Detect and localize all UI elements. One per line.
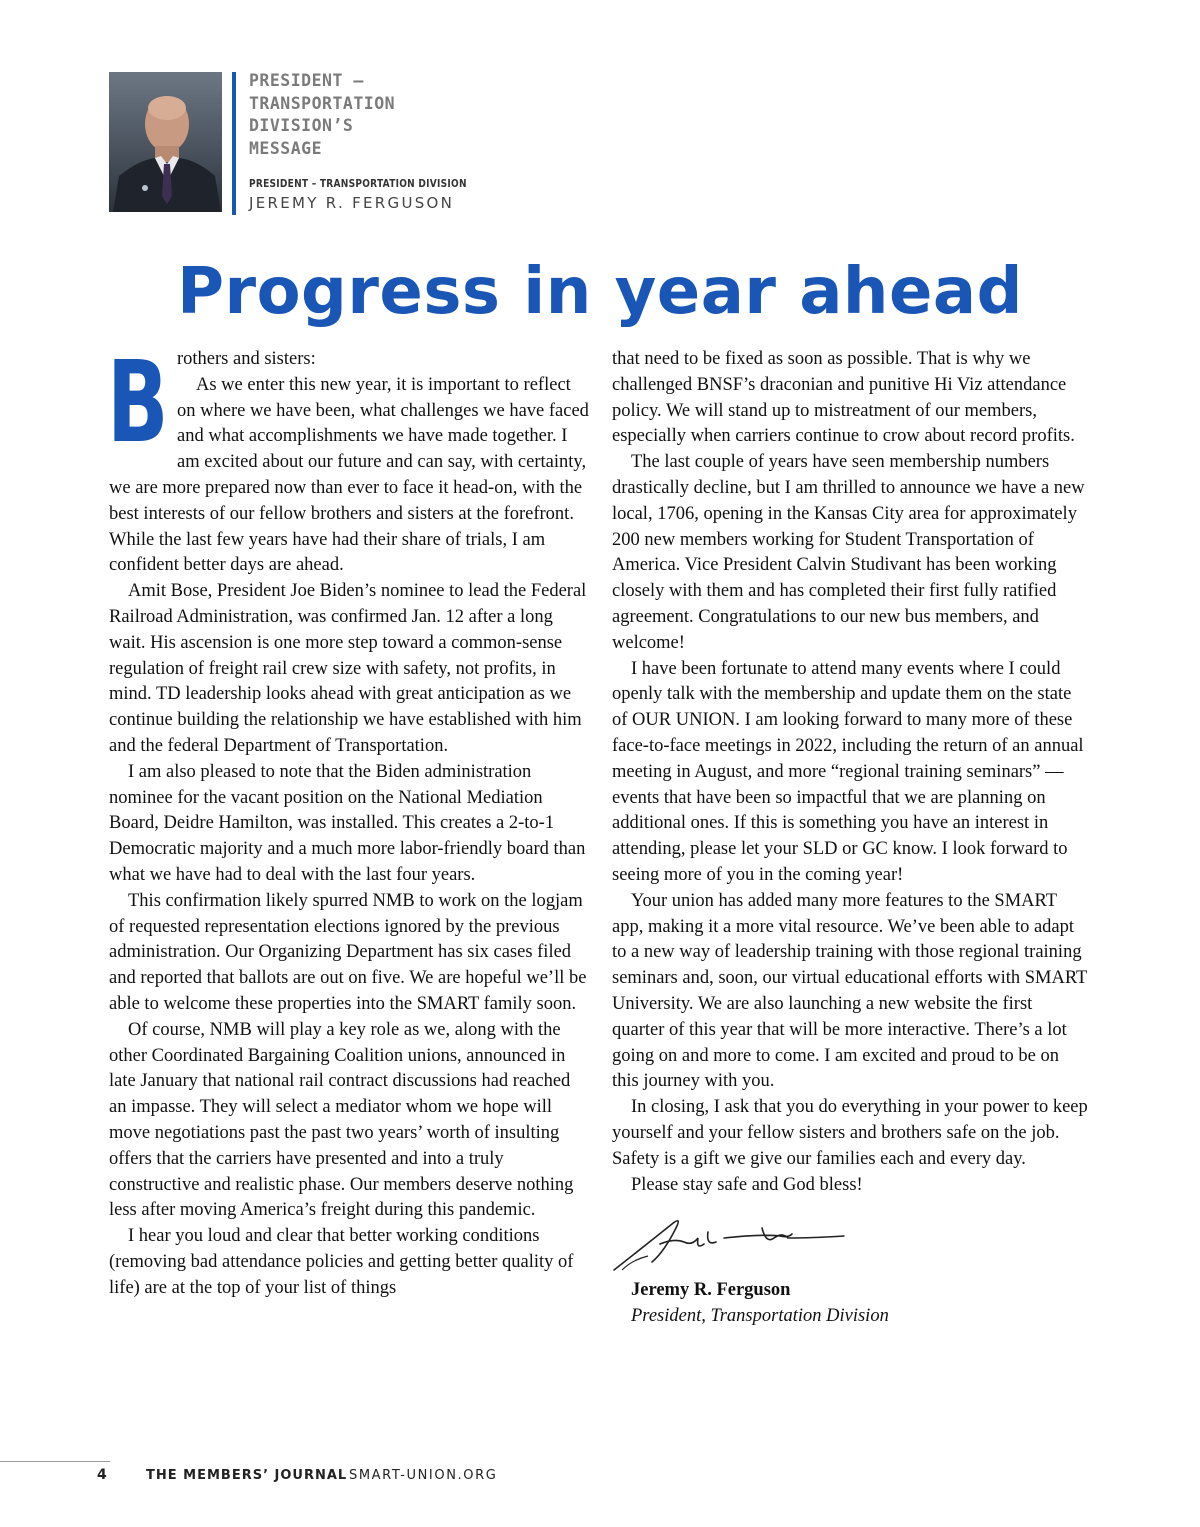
author-name: JEREMY R. FERGUSON (249, 194, 455, 212)
signoff-title: President, Transportation Division (631, 1306, 889, 1327)
author-photo (109, 72, 222, 212)
drop-cap: B (107, 338, 169, 468)
website-url: SMART-UNION.ORG (349, 1468, 498, 1483)
footer-rule (0, 1461, 110, 1462)
paragraph: In closing, I ask that you do everything in your power to keep yourself and your fellow sisters and brothers safe on the job. Safety is a gift we give our families each and every day. (612, 1097, 1088, 1169)
signoff-name: Jeremy R. Ferguson (631, 1280, 791, 1301)
headline: Progress in year ahead (177, 255, 1023, 329)
paragraph: I have been fortunate to attend many events where I could openly talk with the membership and update them on the state of OUR UNION. I am looking forward to many more of these face-to-face meetings in 2022, including the return of an annual meeting in August, and more “regional training seminars” — events that have been so impactful that we are planning on additional ones. If this is something you have an interest in attending, please let your SLD or GC know. I look forward to seeing more of you in the coming year! (612, 658, 1084, 885)
paragraph: rothers and sisters: (177, 349, 316, 369)
paragraph: Amit Bose, President Joe Biden’s nominee to lead the Federal Railroad Administration, was confirmed Jan. 12 after a long wait. His ascension is one more step toward a common-sense regulation of freight rail crew size with safety, not profits, in mind. TD leadership looks ahead with great anticipation as we continue building the relationship we have established with him and the federal Department of Transportation. (109, 581, 587, 756)
paragraph: I hear you loud and clear that better working conditions (removing bad attendance policies and getting better quality of life) are at the top of your list of things (109, 1226, 574, 1298)
section-title: PRESIDENT – TRANSPORTATION DIVISION’S MESSAGE (249, 71, 396, 158)
article-column-2 (612, 347, 1088, 1330)
author-role: PRESIDENT – TRANSPORTATION DIVISION (249, 178, 467, 190)
paragraph: As we enter this new year, it is important to reflect on where we have been, what challenges we have faced and what accomplishments we have made together. I am excited about our future and can say, with certainty, we are more prepared now than ever to face it head-on, with the best interests of our fellow brothers and sisters at the forefront. While the last few years have had their share of trials, I am confident better days are ahead. (109, 374, 589, 576)
page-number: 4 (97, 1467, 108, 1483)
paragraph: Please stay safe and God bless! (631, 1174, 863, 1195)
paragraph: This confirmation likely spurred NMB to work on the logjam of requested representation elections ignored by the previous administration. Our Organizing Department has six cases filed and reported that ballots are out on five. We are hopeful we’ll be able to welcome these properties into the SMART family soon. (109, 890, 587, 1014)
paragraph: I am also pleased to note that the Biden administration nominee for the vacant position on the National Mediation Board, Deidre Hamilton, was installed. This creates a 2-to-1 Democratic majority and a much more labor-friendly board than what we have had to deal with the last four years. (109, 761, 586, 885)
paragraph: that need to be fixed as soon as possible. That is why we challenged BNSF’s draconian and punitive Hi Viz attendance policy. We will stand up to mistreatment of our members, especially when carriers continue to crow about record profits. (612, 349, 1075, 447)
header-accent-bar (232, 72, 236, 215)
publication-name: THE MEMBERS’ JOURNAL (146, 1468, 348, 1483)
paragraph: The last couple of years have seen membership numbers drastically decline, but I am thrilled to announce we have a new local, 1706, opening in the Kansas City area for approximately 200 new members working for Student Transportation of America. Vice President Calvin Studivant has been working closely with them and has completed their first fully ratified agreement. Congratulations to our new bus members, and welcome! (612, 452, 1085, 653)
article-column-1 (107, 338, 589, 1301)
paragraph: Of course, NMB will play a key role as we, along with the other Coordinated Bargaining Coalition unions, announced in late January that national rail contract discussions had reached an impasse. They will select a mediator whom we hope will move negotiations past the past two years’ worth of insulting offers that the carriers have presented and into a truly constructive and realistic phase. Our members deserve nothing less after moving America’s freight during this pandemic. (109, 1019, 574, 1221)
handwritten-signature (612, 1208, 1088, 1278)
paragraph: Your union has added many more features to the SMART app, making it a more vital resource. We’ve been able to adapt to a new way of leadership training with those regional training seminars and, soon, our virtual educational efforts with SMART University. We are also launching a new website the first quarter of this year that will be more interactive. There’s a lot going on and more to come. I am excited and proud to be on this journey with you. (612, 890, 1088, 1092)
